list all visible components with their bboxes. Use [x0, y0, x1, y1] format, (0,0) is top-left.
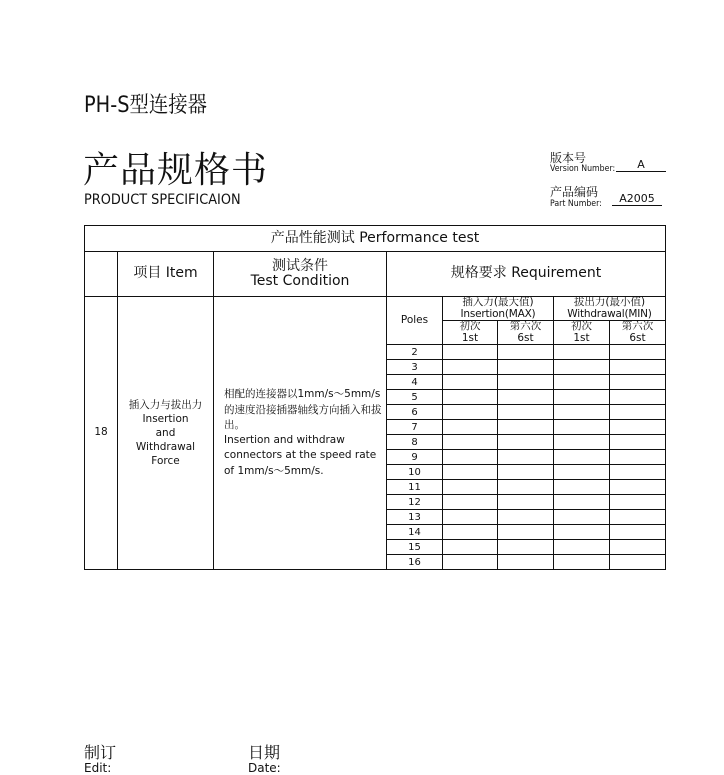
header-blank-cell	[85, 252, 118, 297]
insertion-first-value	[443, 495, 498, 510]
pole-count: 4	[387, 375, 443, 390]
withdrawal-sixth-en: 6st	[629, 331, 646, 344]
item-cn: 插入力与拔出力	[128, 398, 203, 411]
pole-count: 5	[387, 390, 443, 405]
date-label-cn: 日期	[248, 743, 281, 762]
withdrawal-first-value	[554, 360, 610, 375]
withdrawal-sixth-value	[610, 465, 666, 480]
insertion-sixth-value	[498, 510, 554, 525]
pole-count: 6	[387, 405, 443, 420]
withdrawal-sixth-value	[610, 555, 666, 570]
withdrawal-first-cn: 初次	[571, 320, 592, 333]
withdrawal-first-value	[554, 450, 610, 465]
withdrawal-sixth-value	[610, 435, 666, 450]
condition-en: Insertion and withdraw connectors at the speed rate of 1mm/s～5mm/s.	[224, 434, 377, 477]
insertion-first-value	[443, 375, 498, 390]
insertion-sixth-cn: 第六次	[509, 320, 542, 333]
pole-count: 11	[387, 480, 443, 495]
withdrawal-first-value	[554, 435, 610, 450]
pole-count: 10	[387, 465, 443, 480]
insertion-sixth-value	[498, 390, 554, 405]
page-title-cn: 产品规格书	[83, 150, 269, 191]
pole-count: 12	[387, 495, 443, 510]
withdrawal-first-value	[554, 345, 610, 360]
withdrawal-sixth-value	[610, 345, 666, 360]
pole-count: 14	[387, 525, 443, 540]
condition-cn: 相配的连接器以1mm/s～5mm/s的速度沿接插器轴线方向插入和拔出。	[224, 388, 382, 431]
pole-count: 15	[387, 540, 443, 555]
withdrawal-sixth-value	[610, 525, 666, 540]
header-condition-en: Test Condition	[250, 273, 350, 289]
withdrawal-first-value	[554, 375, 610, 390]
insertion-sixth-value	[498, 360, 554, 375]
withdrawal-sixth-value	[610, 450, 666, 465]
pole-count: 2	[387, 345, 443, 360]
insertion-sixth-value	[498, 540, 554, 555]
withdrawal-sixth-value	[610, 375, 666, 390]
withdrawal-first-value	[554, 555, 610, 570]
pole-count: 7	[387, 420, 443, 435]
insertion-header	[443, 297, 554, 321]
header-requirement: 规格要求 Requirement	[387, 252, 666, 297]
poles-header: Poles	[387, 297, 443, 345]
item-en-2: and	[155, 427, 176, 439]
withdrawal-first-value	[554, 525, 610, 540]
withdrawal-first-value	[554, 480, 610, 495]
condition-cell	[214, 297, 387, 570]
header-condition	[214, 252, 387, 297]
insertion-first-en: 1st	[461, 331, 479, 344]
insertion-first-header	[443, 321, 498, 345]
version-label-cn: 版本号	[550, 151, 587, 165]
page-title-en: PRODUCT SPECIFICAION	[84, 192, 241, 208]
part-label-cn: 产品编码	[550, 185, 599, 199]
header-condition-cn: 测试条件	[272, 257, 328, 274]
part-value: A2005	[612, 193, 662, 206]
insertion-sixth-header	[498, 321, 554, 345]
pole-count: 16	[387, 555, 443, 570]
withdrawal-sixth-value	[610, 480, 666, 495]
withdrawal-first-value	[554, 465, 610, 480]
insertion-sixth-value	[498, 465, 554, 480]
pole-count: 8	[387, 435, 443, 450]
insertion-first-cn: 初次	[459, 320, 481, 333]
withdrawal-header	[554, 297, 666, 321]
withdrawal-first-value	[554, 510, 610, 525]
withdrawal-first-value	[554, 390, 610, 405]
insertion-sixth-value	[498, 495, 554, 510]
withdrawal-first-value	[554, 420, 610, 435]
item-en-3: Withdrawal	[135, 441, 196, 454]
part-label-en: Part Number:	[550, 199, 602, 209]
withdrawal-sixth-value	[610, 390, 666, 405]
table-title: 产品性能测试 Performance test	[85, 226, 666, 252]
insertion-first-value	[443, 510, 498, 525]
withdrawal-first-value	[554, 495, 610, 510]
insertion-first-value	[443, 480, 498, 495]
insertion-sixth-value	[498, 450, 554, 465]
insertion-first-value	[443, 465, 498, 480]
version-value: A	[616, 159, 666, 172]
withdrawal-header-cn: 拔出力(最小值)	[573, 296, 646, 308]
pole-count: 3	[387, 360, 443, 375]
insertion-first-value	[443, 390, 498, 405]
withdrawal-first-value	[554, 540, 610, 555]
insertion-first-value	[443, 345, 498, 360]
insertion-header-cn: 插入力(最大值)	[462, 296, 534, 308]
withdrawal-first-en: 1st	[573, 331, 590, 344]
withdrawal-sixth-value	[610, 510, 666, 525]
insertion-first-value	[443, 555, 498, 570]
series-name: PH-S型连接器	[84, 93, 207, 118]
item-cell	[118, 297, 214, 570]
insertion-first-value	[443, 405, 498, 420]
insertion-sixth-en: 6st	[517, 331, 534, 344]
version-label-en: Version Number:	[550, 164, 616, 174]
withdrawal-sixth-value	[610, 495, 666, 510]
insertion-header-en: Insertion(MAX)	[460, 307, 536, 320]
insertion-first-value	[443, 360, 498, 375]
pole-count: 13	[387, 510, 443, 525]
insertion-first-value	[443, 420, 498, 435]
header-item: 项目 Item	[118, 252, 214, 297]
insertion-sixth-value	[498, 375, 554, 390]
withdrawal-sixth-value	[610, 540, 666, 555]
item-en-4: Force	[151, 455, 180, 468]
edit-label-en: Edit:	[84, 761, 112, 775]
insertion-sixth-value	[498, 555, 554, 570]
insertion-first-value	[443, 435, 498, 450]
withdrawal-first-header	[554, 321, 610, 345]
item-en-1: Insertion	[142, 412, 189, 425]
insertion-first-value	[443, 540, 498, 555]
date-label-en: Date:	[248, 761, 281, 775]
withdrawal-sixth-value	[610, 405, 666, 420]
insertion-sixth-value	[498, 480, 554, 495]
row-number: 18	[85, 297, 118, 570]
insertion-first-value	[443, 525, 498, 540]
withdrawal-sixth-cn: 第六次	[621, 320, 654, 333]
edit-label-cn: 制订	[84, 743, 117, 762]
insertion-sixth-value	[498, 420, 554, 435]
insertion-sixth-value	[498, 525, 554, 540]
insertion-sixth-value	[498, 405, 554, 420]
performance-table	[84, 225, 666, 570]
withdrawal-sixth-value	[610, 360, 666, 375]
withdrawal-sixth-value	[610, 420, 666, 435]
withdrawal-header-en: Withdrawal(MIN)	[567, 307, 652, 320]
insertion-sixth-value	[498, 435, 554, 450]
withdrawal-sixth-header	[610, 321, 666, 345]
pole-count: 9	[387, 450, 443, 465]
withdrawal-first-value	[554, 405, 610, 420]
insertion-first-value	[443, 450, 498, 465]
insertion-sixth-value	[498, 345, 554, 360]
